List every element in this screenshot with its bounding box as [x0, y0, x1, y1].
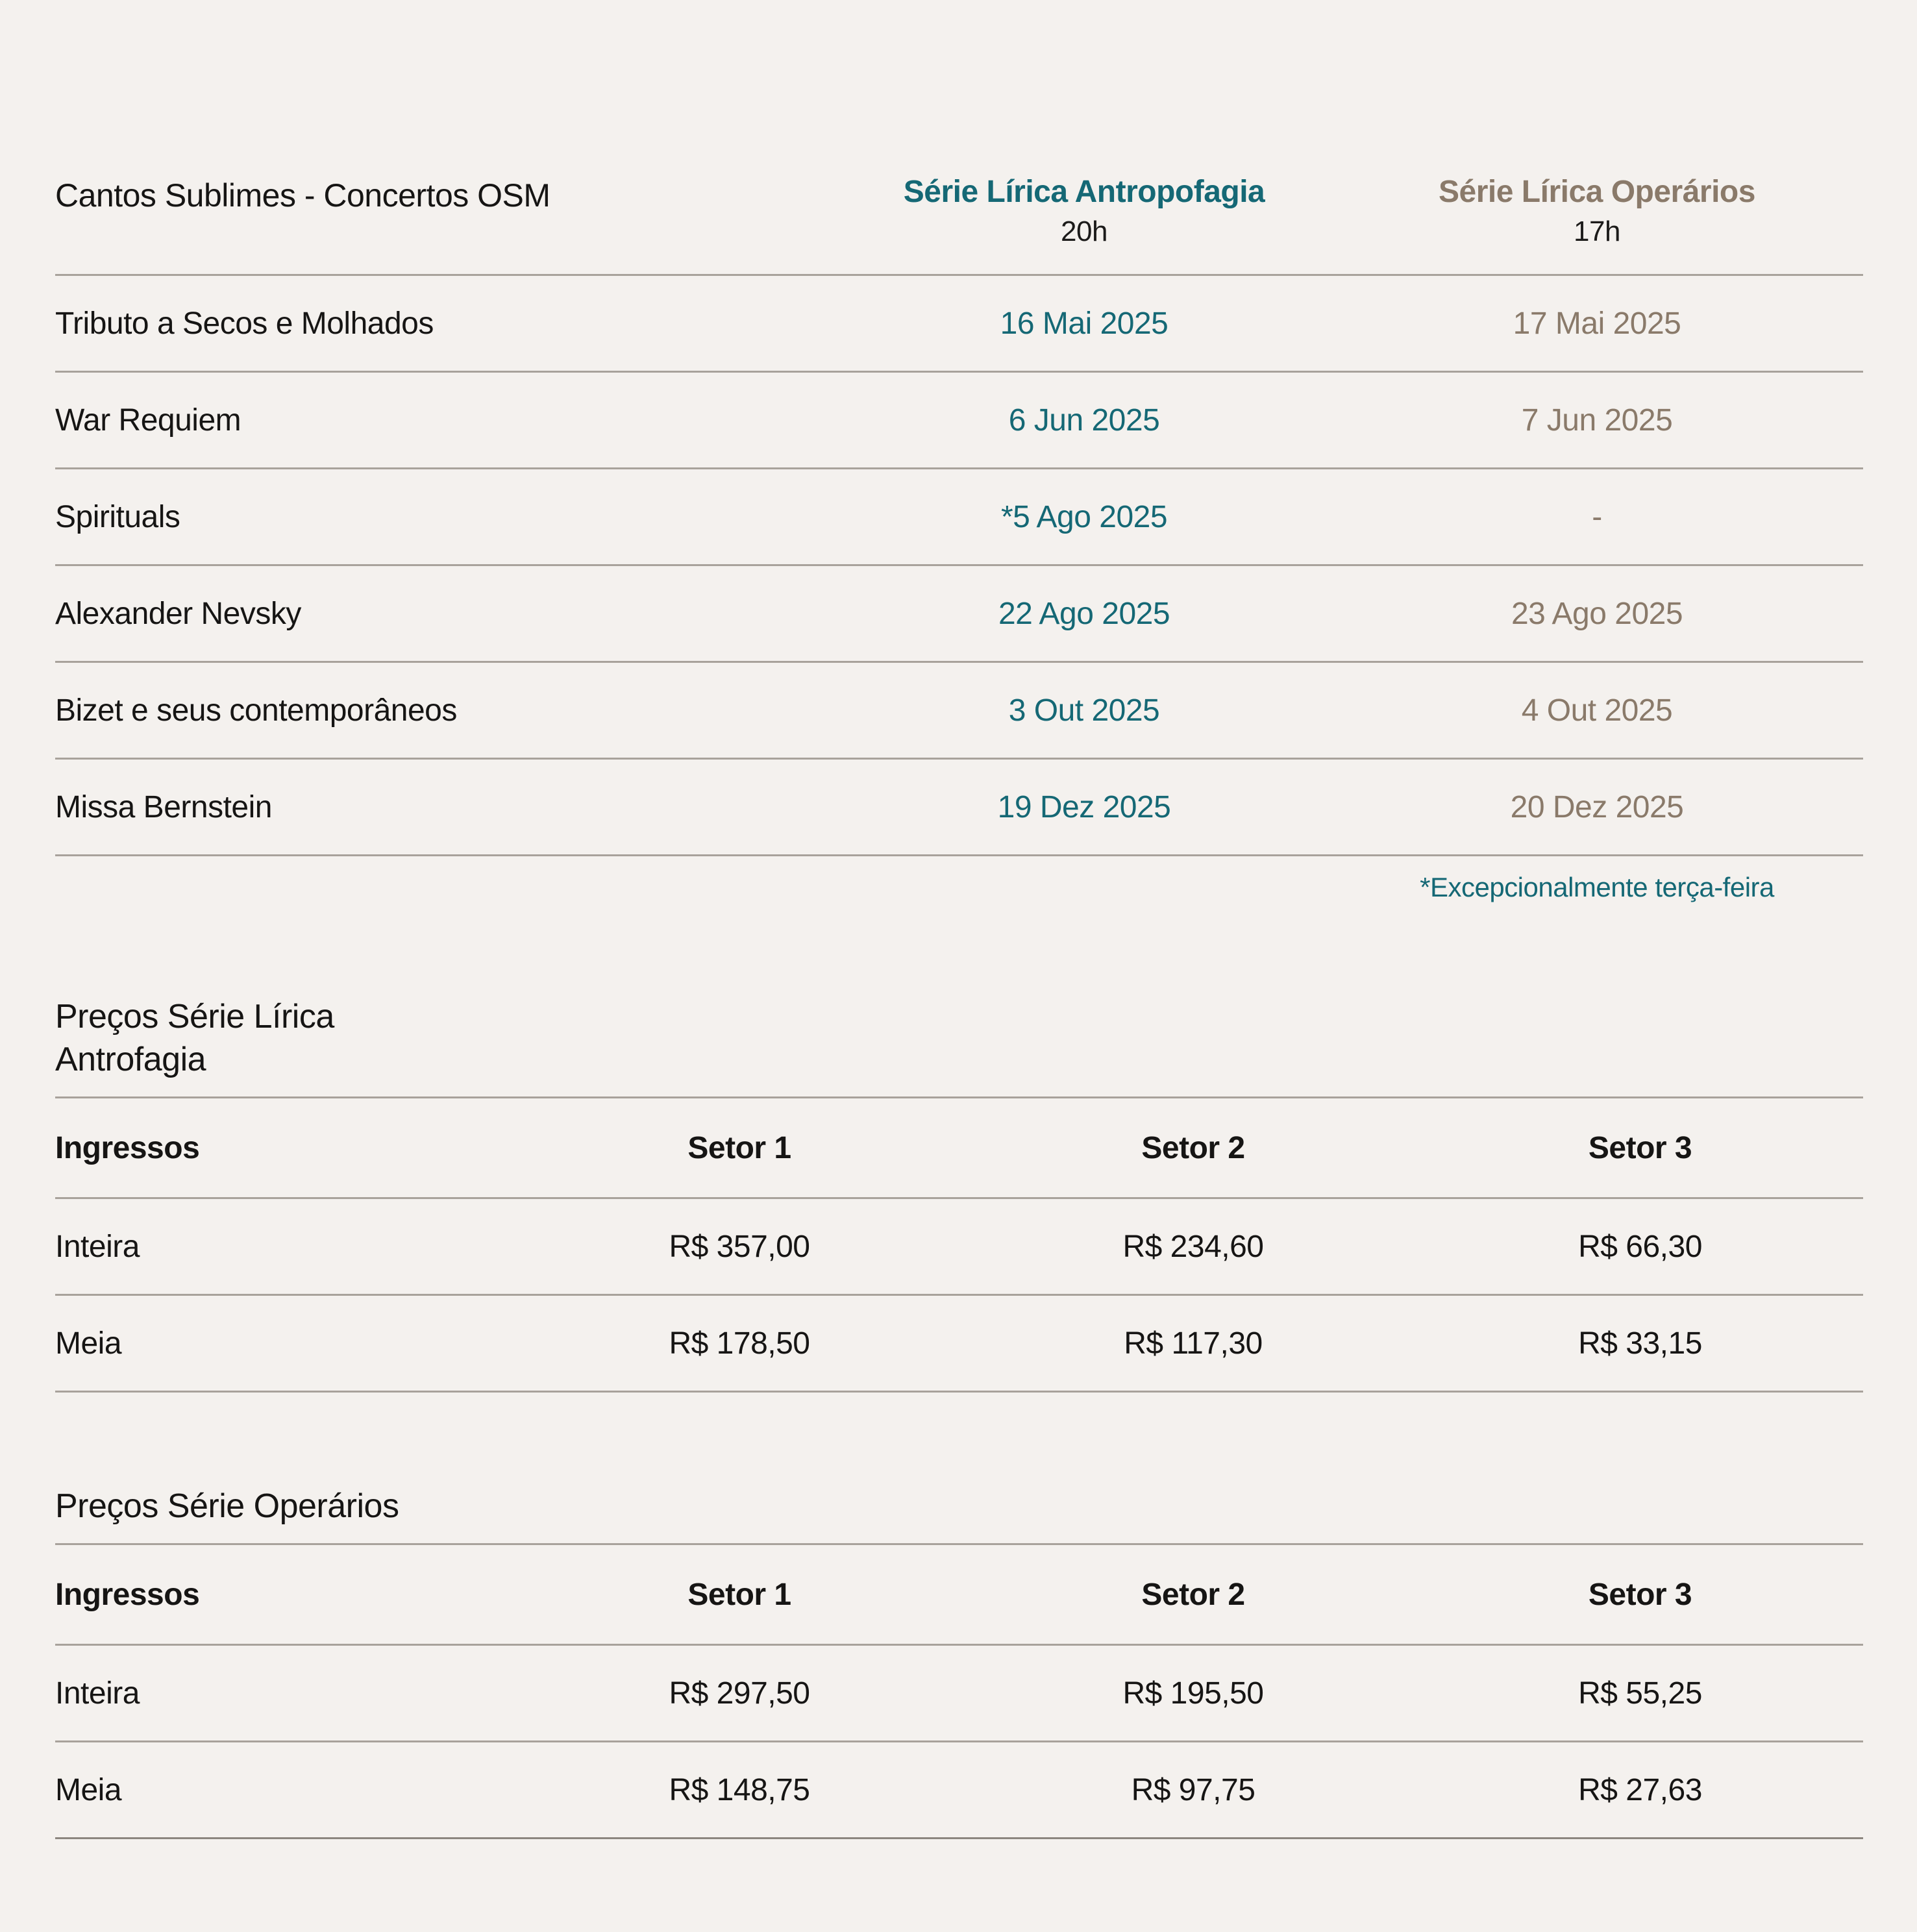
pricing-operarios-table [55, 1543, 1863, 1839]
column-header-setor2: Setor 2 [1141, 1577, 1245, 1612]
table-row [55, 1646, 1863, 1742]
table-row [55, 1199, 1863, 1296]
series-operarios-label: Série Lírica Operários [1439, 175, 1755, 209]
event-date-antropofagia: 6 Jun 2025 [1008, 402, 1160, 438]
column-header-ingressos: Ingressos [55, 1130, 200, 1165]
pricing-header-row [55, 1098, 1863, 1199]
table-row [55, 760, 1863, 856]
price-setor2: R$ 195,50 [1122, 1676, 1264, 1711]
price-setor2: R$ 234,60 [1122, 1229, 1264, 1264]
price-setor1: R$ 357,00 [669, 1229, 810, 1264]
ticket-type: Meia [55, 1772, 122, 1807]
event-name: Alexander Nevsky [55, 596, 301, 631]
table-row [55, 663, 1863, 760]
table-row [55, 566, 1863, 663]
event-date-antropofagia: 3 Out 2025 [1008, 693, 1160, 728]
footnote-row [55, 872, 1863, 903]
column-header-setor3: Setor 3 [1588, 1130, 1692, 1165]
price-setor2: R$ 117,30 [1124, 1326, 1263, 1361]
pricing-antropofagia-table [55, 1096, 1863, 1393]
schedule-table [55, 174, 1863, 903]
series-operarios-time: 17h [1574, 216, 1620, 247]
price-setor3: R$ 66,30 [1578, 1229, 1702, 1264]
table-row [55, 276, 1863, 373]
column-header-setor1: Setor 1 [687, 1577, 791, 1612]
pricing-antropofagia-heading: Preços Série Lírica Antrofagia [55, 998, 334, 1078]
event-date-operarios: 17 Mai 2025 [1513, 306, 1681, 341]
column-header-setor1: Setor 1 [687, 1130, 791, 1165]
pricing-operarios-heading: Preços Série Operários [55, 1487, 399, 1525]
column-header-antropofagia [837, 174, 1331, 248]
ticket-type: Inteira [55, 1229, 140, 1264]
event-date-antropofagia: 22 Ago 2025 [998, 596, 1170, 631]
price-setor3: R$ 55,25 [1578, 1676, 1702, 1711]
column-header-operarios [1331, 174, 1863, 248]
pricing-header-row [55, 1545, 1863, 1646]
event-name: Bizet e seus contemporâneos [55, 693, 457, 728]
table-row [55, 1742, 1863, 1839]
series-antropofagia-label: Série Lírica Antropofagia [903, 175, 1265, 209]
schedule-footnote: *Excepcionalmente terça-feira [1420, 872, 1774, 902]
column-header-setor3: Setor 3 [1588, 1577, 1692, 1612]
column-header-ingressos: Ingressos [55, 1577, 200, 1612]
event-name: Spirituals [55, 499, 180, 534]
event-date-antropofagia: *5 Ago 2025 [1000, 499, 1168, 534]
event-date-operarios: 4 Out 2025 [1521, 693, 1673, 728]
event-date-operarios: 23 Ago 2025 [1511, 596, 1683, 631]
event-date-antropofagia: 16 Mai 2025 [1000, 306, 1169, 341]
event-name: Missa Bernstein [55, 789, 272, 824]
price-setor2: R$ 97,75 [1131, 1772, 1255, 1807]
event-name: War Requiem [55, 402, 241, 438]
table-row [55, 1296, 1863, 1393]
price-setor1: R$ 178,50 [669, 1326, 810, 1361]
price-setor3: R$ 33,15 [1578, 1326, 1702, 1361]
schedule-title: Cantos Sublimes - Concertos OSM [55, 177, 550, 214]
schedule-header-row [55, 174, 1863, 276]
column-header-setor2: Setor 2 [1141, 1130, 1245, 1165]
price-setor1: R$ 297,50 [669, 1676, 810, 1711]
table-row [55, 469, 1863, 566]
event-date-operarios: 20 Dez 2025 [1510, 789, 1684, 824]
price-setor3: R$ 27,63 [1578, 1772, 1702, 1807]
table-row [55, 373, 1863, 469]
series-antropofagia-time: 20h [1061, 216, 1107, 247]
ticket-type: Meia [55, 1326, 122, 1361]
event-date-operarios: 7 Jun 2025 [1521, 402, 1673, 438]
event-date-operarios: - [1592, 499, 1602, 534]
event-name: Tributo a Secos e Molhados [55, 306, 434, 341]
price-setor1: R$ 148,75 [669, 1772, 810, 1807]
ticket-type: Inteira [55, 1676, 140, 1711]
event-date-antropofagia: 19 Dez 2025 [997, 789, 1171, 824]
